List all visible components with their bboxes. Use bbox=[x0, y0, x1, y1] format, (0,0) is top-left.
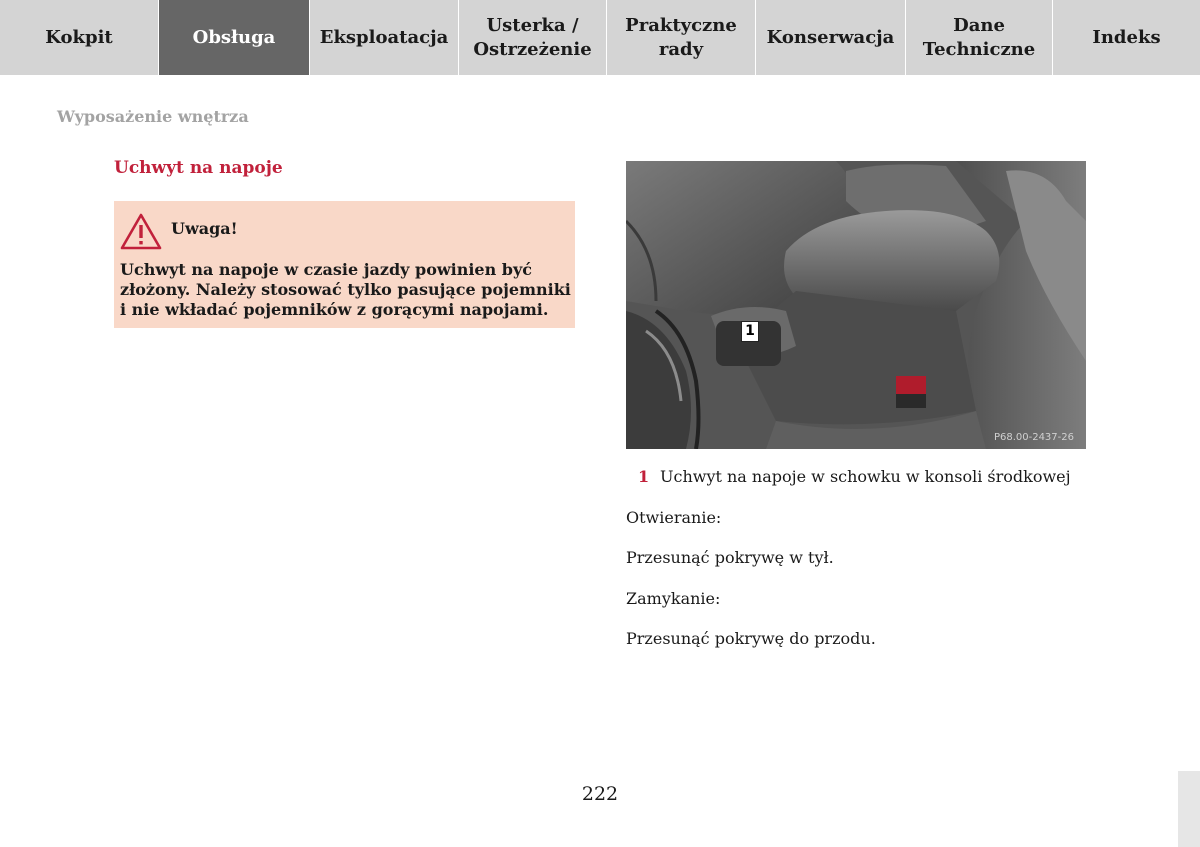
page-heading: Uchwyt na napoje bbox=[114, 158, 283, 178]
warning-triangle-icon bbox=[120, 213, 162, 250]
caption-text: Uchwyt na napoje w schowku w konsoli środkowej bbox=[660, 467, 1071, 486]
cupholder-photo bbox=[626, 161, 1086, 449]
instruction-open-label: Otwieranie: bbox=[626, 508, 722, 527]
tab-praktyczne-rady[interactable]: Praktyczne rady bbox=[607, 0, 756, 75]
figure-code: P68.00-2437-26 bbox=[993, 432, 1074, 443]
instruction-open-step: Przesunąć pokrywę w tył. bbox=[626, 548, 834, 567]
warning-title: Uwaga! bbox=[171, 219, 238, 238]
center-console-illustration bbox=[626, 161, 1086, 449]
tab-eksploatacja[interactable]: Eksploatacja bbox=[310, 0, 459, 75]
callout-1: 1 bbox=[741, 321, 759, 342]
caption-number: 1 bbox=[638, 467, 650, 486]
page-edge-marker bbox=[1178, 771, 1200, 847]
warning-text: Uchwyt na napoje w czasie jazdy powinien być złożony. Należy stosować tylko pasujące pojemniki i nie wkładać pojemników z gorącymi napojami. bbox=[120, 260, 571, 319]
instruction-close-label: Zamykanie: bbox=[626, 589, 721, 608]
chapter-tabs bbox=[0, 0, 1200, 75]
tab-usterka-ostrzezenie[interactable]: Usterka / Ostrzeżenie bbox=[459, 0, 607, 75]
tab-kokpit[interactable]: Kokpit bbox=[0, 0, 159, 75]
tab-obsluga[interactable]: Obsługa bbox=[159, 0, 310, 75]
tab-indeks[interactable]: Indeks bbox=[1053, 0, 1200, 75]
section-title: Wyposażenie wnętrza bbox=[57, 107, 249, 126]
tab-konserwacja[interactable]: Konserwacja bbox=[756, 0, 906, 75]
tab-dane-techniczne[interactable]: Dane Techniczne bbox=[906, 0, 1053, 75]
page-number: 222 bbox=[581, 783, 619, 805]
instruction-close-step: Przesunąć pokrywę do przodu. bbox=[626, 629, 876, 648]
warning-box bbox=[114, 201, 575, 328]
